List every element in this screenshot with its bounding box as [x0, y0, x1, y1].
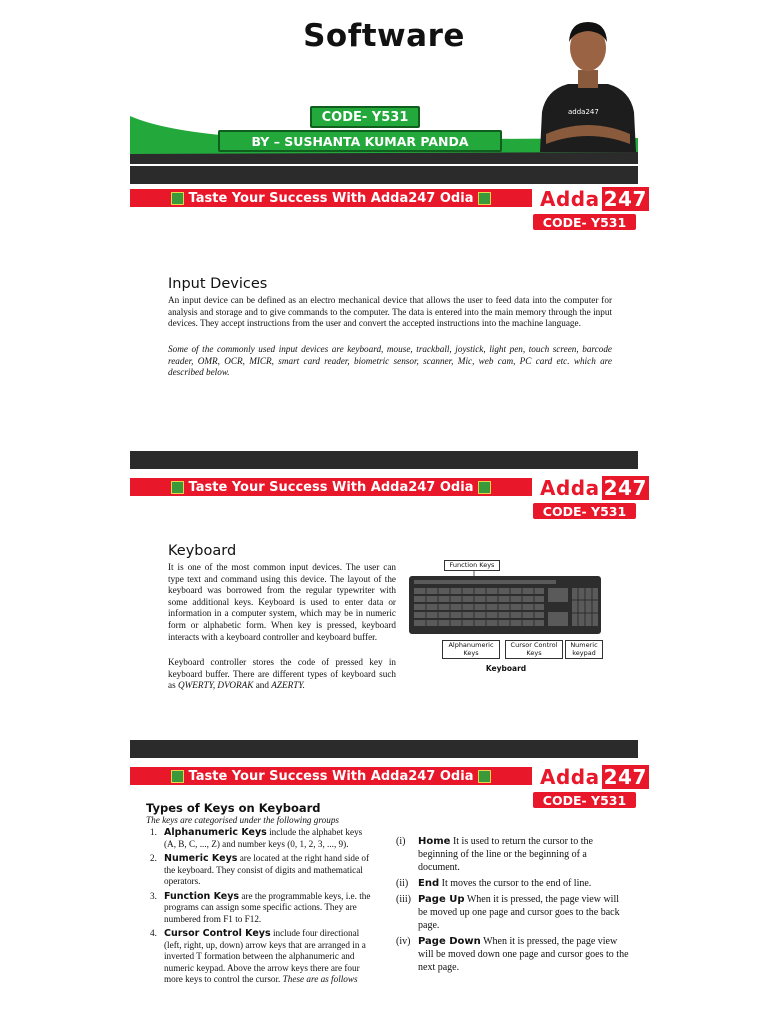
label-numeric-keypad: Numeric keypad [565, 640, 603, 659]
author-badge: BY – SUSHANTA KUMAR PANDA [218, 130, 502, 152]
figure-caption: Keyboard [485, 664, 527, 673]
code-label: CODE- Y531 [533, 503, 636, 519]
emoji-icon [171, 192, 184, 205]
code-label: CODE- Y531 [533, 214, 636, 230]
svg-text:adda247: adda247 [568, 108, 599, 116]
divider-bar [130, 166, 638, 184]
promo-banner [130, 478, 532, 496]
list-item: 3. Function Keys are the programmable keys, i.e. the programs can assign some specific actions. They are numbered from F1 to F12. [150, 890, 371, 924]
code-badge: CODE- Y531 [310, 106, 420, 128]
input-devices-list-paragraph: Some of the commonly used input devices are keyboard, mouse, trackball, joystick, light pen, touch screen, barcode reader, OMR, OCR, MICR, smart card reader, biometric sensor, scanner, Mic, web cam, PC card etc. which are described below. [168, 344, 612, 378]
emoji-icon [171, 770, 184, 783]
divider-bar [130, 451, 638, 469]
list-item: 1. Alphanumeric Keys include the alphabet keys (A, B, C, ..., Z) and number keys (0, 1, 2, 3, ..., 9). [150, 827, 363, 849]
section-heading-keyboard: Keyboard [168, 543, 237, 559]
list-item: (iii) Page Up When it is pressed, the page view will be moved up one page and cursor goes to the back page. [396, 894, 620, 931]
list-item: (iv) Page Down When it is pressed, the page view will be moved down one page and cursor goes to the next page. [396, 936, 629, 973]
label-function-keys: Function Keys [444, 560, 500, 571]
promo-banner [130, 189, 532, 207]
emoji-icon [171, 481, 184, 494]
list-item: 4. Cursor Control Keys include four directional (left, right, up, down) arrow keys that are arranged in a inverted T formation between the alphanumeric and numeric keypad. Above the arrow keys there are four more keys to control the cursor. These are as follows [150, 928, 366, 984]
left-key-list [150, 827, 372, 986]
keyboard-figure [404, 558, 604, 676]
divider-bar [130, 740, 638, 758]
list-item: (ii) End It moves the cursor to the end of line. [396, 878, 592, 889]
page-title: Software [303, 18, 465, 54]
label-cursor-control-keys: Cursor Control Keys [505, 640, 563, 659]
keyboard-image [408, 570, 604, 636]
list-item: 2. Numeric Keys are located at the right hand side of the keyboard. They consist of digits and mathematical operators. [150, 853, 370, 886]
types-intro: The keys are categorised under the following groups [146, 815, 339, 825]
adda-logo: Adda 247 [540, 187, 647, 211]
promo-banner [130, 767, 532, 785]
section-heading-input-devices: Input Devices [168, 276, 268, 292]
presenter-photo [538, 12, 638, 152]
promo-banner-text: Taste Your Success With Adda247 Odia [188, 768, 474, 784]
promo-banner-text: Taste Your Success With Adda247 Odia [188, 190, 474, 206]
input-devices-paragraph: An input device can be defined as an electro mechanical device that allows the user to feed data into the computer for analysis and storage and to give commands to the computer. The data is entered into the main memory through the input devices. They accept instructions from the user and convert the accepted instructions into the machine language. [168, 295, 612, 329]
emoji-icon [478, 481, 491, 494]
label-alphanumeric-keys: Alphanumeric Keys [442, 640, 500, 659]
code-label: CODE- Y531 [533, 792, 636, 808]
keyboard-paragraph: It is one of the most common input devices. The user can type text and command using this device. The layout of the keyboard was borrowed from the regular typewriter with some additional keys. Keyboard is used to enter data or information in a computer system, which may be in numeric form or alphabetic form. When key is pressed, keyboard interacts with a keyboard controller and keyboard buffer. [168, 562, 396, 642]
right-key-list [396, 835, 630, 974]
emoji-icon [478, 770, 491, 783]
adda-logo: Adda 247 [540, 765, 647, 789]
emoji-icon [478, 192, 491, 205]
keyboard-controller-paragraph: Keyboard controller stores the code of pressed key in keyboard buffer. There are different types of keyboard such as QWERTY, DVORAK and AZERTY. [168, 657, 396, 691]
adda-logo: Adda 247 [540, 476, 647, 500]
section-heading-types-of-keys: Types of Keys on Keyboard [146, 801, 321, 815]
list-item: (i) Home It is used to return the cursor to the beginning of the line or the beginning of a document. [396, 836, 593, 873]
promo-banner-text: Taste Your Success With Adda247 Odia [188, 479, 474, 495]
